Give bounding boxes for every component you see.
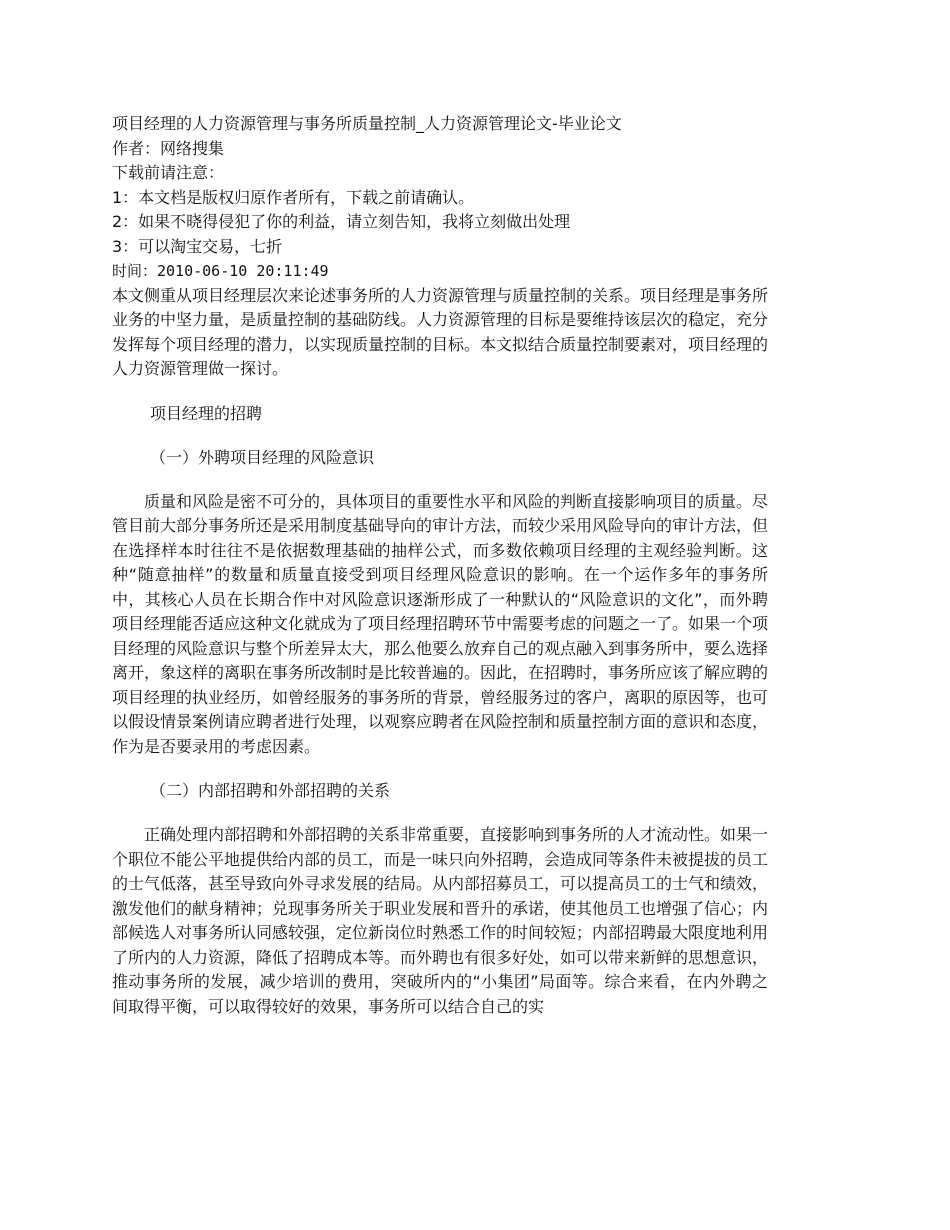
section-heading: 项目经理的招聘 [150, 403, 263, 423]
notice-title: 下载前请注意： [112, 163, 225, 182]
abstract-paragraph: 本文侧重从项目经理层次来论述事务所的人力资源管理与质量控制的关系。项目经理是事务所业务的中坚力量，是质量控制的基础防线。人力资源管理的目标是要维持该层次的稳定，充分发挥每个项目经理的潜力，以实现质量控制的目标。本文拟结合质量控制要素对，项目经理的人力资源管理做一探讨。 [112, 285, 769, 378]
author-line: 作者：网络搜集 [112, 138, 225, 158]
document-title: 项目经理的人力资源管理与事务所质量控制_人力资源管理论文-毕业论文 [112, 114, 622, 133]
body-paragraph: 质量和风险是密不可分的，具体项目的重要性水平和风险的判断直接影响项目的质量。尽管目前大部分事务所还是采用制度基础导向的审计方法，而较少采用风险导向的审计方法，但在选择样本时往往不是依据数理基础的抽样公式，而多数依赖项目经理的主观经验判断。这种“随意抽样”的数量和质量直接受到项目经理风险意识的影响。在一个运作多年的事务所中，其核心人员在长期合作中对风险意识逐渐形成了一种默认的“风险意识的文化”，而外聘项目经理能否适应这种文化就成为了项目经理招聘环节中需要考虑的问题之一了。如果一个项目经理的风险意识与整个所差异太大，那么他要么放弃自己的观点融入到事务所中，要么选择离开，象这样的离职在事务所改制时是比较普遍的。因此，在招聘时，事务所应该了解应聘的项目经理的执业经历，如曾经服务的事务所的背景，曾经服务过的客户，离职的原因等，也可以假设情景案例请应聘者进行处理，以观察应聘者在风险控制和质量控制方面的意识和态度，作为是否要录用的考虑因素。 [112, 491, 769, 756]
subsection-heading: （二）内部招聘和外部招聘的关系 [150, 781, 391, 800]
notice-item: 3：可以淘宝交易，七折 [112, 236, 283, 256]
notice-item: 2：如果不晓得侵犯了你的利益，请立刻告知，我将立刻做出处理 [112, 212, 571, 231]
document-page [112, 112, 768, 1019]
notice-item: 1：本文档是版权归原作者所有，下载之前请确认。 [112, 187, 475, 207]
subsection-heading: （一）外聘项目经理的风险意识 [150, 447, 375, 467]
body-paragraph: 正确处理内部招聘和外部招聘的关系非常重要，直接影响到事务所的人才流动性。如果一个职位不能公平地提供给内部的员工，而是一味只向外招聘，会造成同等条件未被提拔的员工的士气低落，甚至导致向外寻求发展的结局。从内部招募员工，可以提高员工的士气和绩效，激发他们的献身精神；兑现事务所关于职业发展和晋升的承诺，使其他员工也增强了信心；内部候选人对事务所认同感较强，定位新岗位时熟悉工作的时间较短；内部招聘最大限度地利用了所内的人力资源，降低了招聘成本等。而外聘也有很多好处，如可以带来新鲜的思想意识，推动事务所的发展，减少培训的费用，突破所内的“小集团”局面等。综合来看，在内外聘之间取得平衡，可以取得较好的效果，事务所可以结合自己的实 [112, 825, 769, 1016]
time-line: 时间：2010-06-10 20:11:49 [112, 262, 329, 280]
